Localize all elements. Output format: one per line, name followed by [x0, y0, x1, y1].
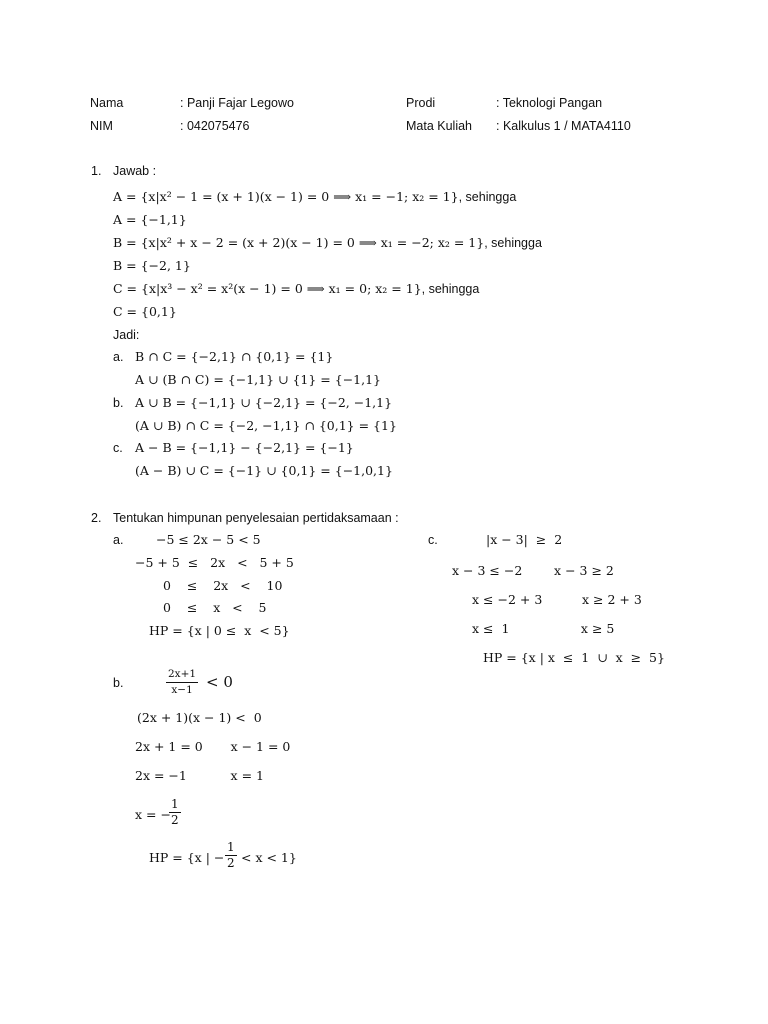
q1-b-label: b.: [113, 396, 124, 410]
q2-b-hp-left: HP = {x | −: [149, 850, 225, 865]
q2-b-x-eq: x = −: [135, 807, 171, 822]
q1-b-line2: (A ∪ B) ∩ C = {−2, −1,1} ∩ {0,1} = {1}: [135, 418, 397, 433]
q2-b-line1: (2x + 1)(x − 1) < 0: [137, 710, 262, 725]
sehingga-text: , sehingga: [458, 190, 517, 204]
label-nim: NIM: [90, 119, 113, 133]
q1-set-c-result: C = {0,1}: [113, 304, 177, 319]
q2-a-line2: −5 + 5 ≤ 2x < 5 + 5: [135, 555, 294, 570]
fraction-denominator: 2: [227, 856, 235, 870]
q1-c-label: c.: [113, 441, 123, 455]
q2-a-hp: HP = {x | 0 ≤ x < 5}: [149, 623, 290, 638]
q2-a-label: a.: [113, 533, 124, 547]
q2-b-label: b.: [113, 676, 124, 690]
q2-b-hp-right: < x < 1}: [241, 850, 297, 865]
q1-set-a-def: [113, 189, 516, 204]
q2-b-hp-fraction: [225, 841, 237, 870]
q1-a-label: a.: [113, 350, 124, 364]
value-mata-kuliah: : Kalkulus 1 / MATA4110: [496, 119, 631, 133]
q2-b-rhs: < 0: [206, 673, 233, 691]
q2-c-label: c.: [428, 533, 438, 547]
q1-set-a-result: A = {−1,1}: [113, 212, 187, 227]
q1-set-b-def: [113, 235, 542, 250]
q1-jadi: Jadi:: [113, 328, 140, 342]
q2-c-line3: x ≤ −2 + 3 x ≥ 2 + 3: [472, 592, 642, 607]
q1-set-c-expr: C = {x|x³ − x² = x²(x − 1) = 0 ⟹ x₁ = 0; x₂ = 1}: [113, 281, 422, 296]
q2-c-line1: |x − 3| ≥ 2: [486, 532, 563, 547]
q2-b-fraction: [166, 668, 198, 697]
q1-set-b-result: B = {−2, 1}: [113, 258, 191, 273]
q2-c-line4: x ≤ 1 x ≥ 5: [472, 621, 615, 636]
value-prodi: : Teknologi Pangan: [496, 96, 603, 110]
q2-b-line2: 2x + 1 = 0 x − 1 = 0: [135, 739, 291, 754]
q2-number: 2.: [91, 511, 102, 525]
q1-number: 1.: [91, 164, 102, 178]
q1-c-line2: (A − B) ∪ C = {−1} ∪ {0,1} = {−1,0,1}: [135, 463, 393, 478]
q2-title: Tentukan himpunan penyelesaian pertidaksamaan :: [113, 511, 399, 525]
fraction-numerator: 1: [171, 797, 179, 811]
q2-b-line3: 2x = −1 x = 1: [135, 768, 264, 783]
label-prodi: Prodi: [406, 96, 436, 110]
value-nim: : 042075476: [180, 119, 250, 133]
q2-a-line4: 0 ≤ x < 5: [163, 600, 267, 615]
sehingga-text: , sehingga: [484, 236, 542, 250]
label-nama: Nama: [90, 96, 124, 110]
fraction-denominator: 2: [171, 813, 179, 827]
fraction-numerator: 1: [227, 840, 235, 854]
q2-b-half-fraction: [169, 798, 181, 827]
q1-set-c-def: [113, 281, 479, 296]
q1-c-line1: A − B = {−1,1} − {−2,1} = {−1}: [135, 440, 354, 455]
fraction-denominator: x−1: [171, 684, 193, 696]
q1-title: Jawab :: [113, 164, 157, 178]
q1-b-line1: A ∪ B = {−1,1} ∪ {−2,1} = {−2, −1,1}: [135, 395, 393, 410]
q2-c-hp: HP = {x | x ≤ 1 ∪ x ≥ 5}: [483, 650, 665, 665]
q2-a-line1: −5 ≤ 2x − 5 < 5: [156, 532, 261, 547]
q1-a-line2: A ∪ (B ∩ C) = {−1,1} ∪ {1} = {−1,1}: [135, 372, 382, 387]
q1-a-line1: B ∩ C = {−2,1} ∩ {0,1} = {1}: [135, 349, 334, 364]
sehingga-text: , sehingga: [421, 282, 480, 296]
label-mata-kuliah: Mata Kuliah: [406, 119, 473, 133]
q1-set-b-expr: B = {x|x² + x − 2 = (x + 2)(x − 1) = 0 ⟹ x₁ = −2; x₂ = 1}: [113, 235, 485, 250]
value-nama: : Panji Fajar Legowo: [180, 96, 294, 110]
q2-c-line2: x − 3 ≤ −2 x − 3 ≥ 2: [452, 563, 614, 578]
q1-set-a-expr: A = {x|x² − 1 = (x + 1)(x − 1) = 0 ⟹ x₁ = −1; x₂ = 1}: [113, 189, 459, 204]
q2-a-line3: 0 ≤ 2x < 10: [163, 578, 283, 593]
fraction-numerator: 2x+1: [166, 668, 198, 683]
